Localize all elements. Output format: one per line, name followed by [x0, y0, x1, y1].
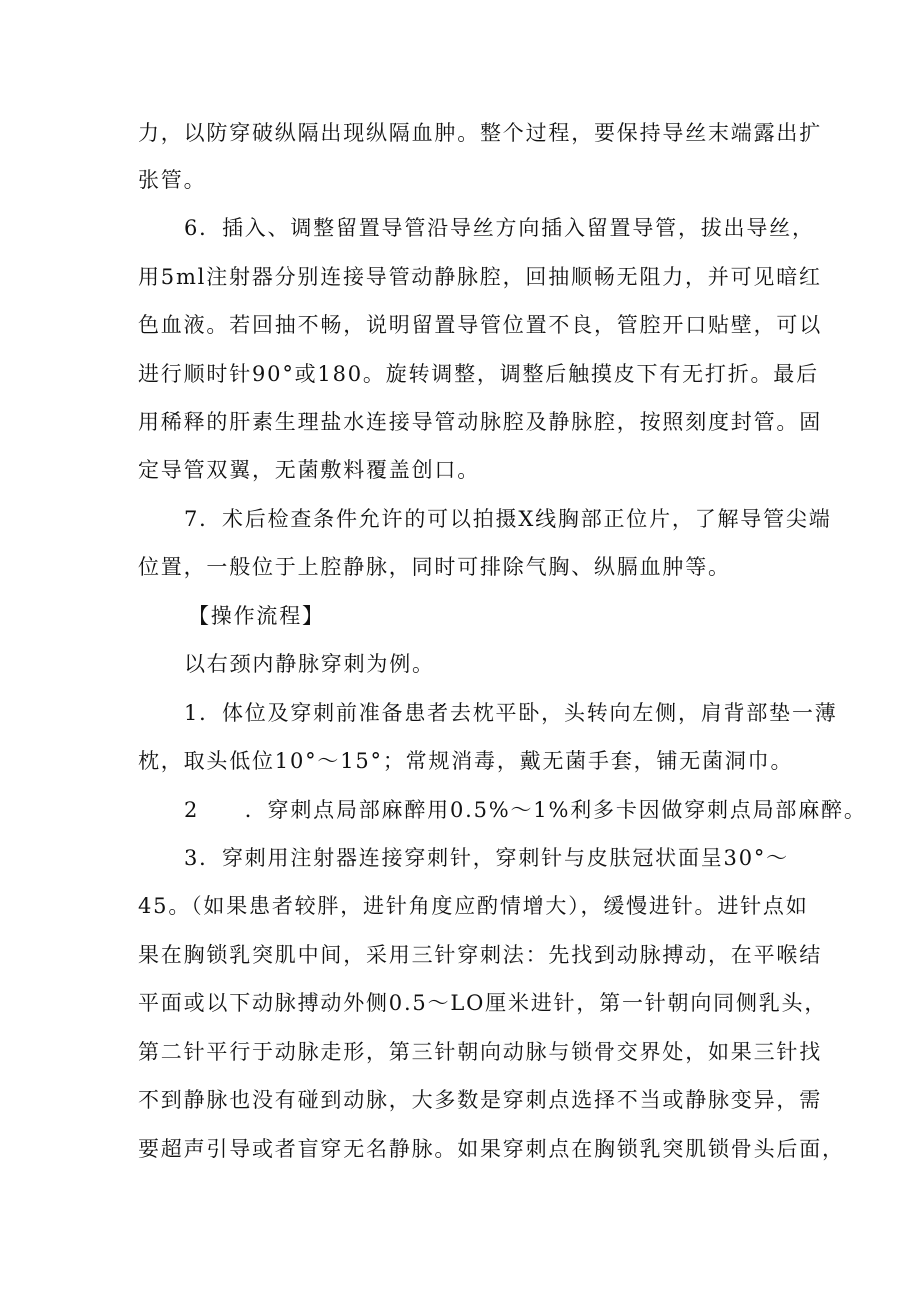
step-1-start: 1．体位及穿刺前准备患者去枕平卧，头转向左侧，肩背部垫一薄 [184, 701, 838, 725]
section-heading: 【操作流程】 [188, 604, 325, 628]
text-line: 用5ml注射器分别连接导管动静脉腔，回抽顺畅无阻力，并可见暗红 [138, 265, 822, 289]
text-line: 张管。 [138, 168, 207, 192]
text-line: 不到静脉也没有碰到动脉，大多数是穿刺点选择不当或静脉变异，需 [138, 1088, 822, 1112]
text-line: 进行顺时针90°或180。旋转调整，调整后触摸皮下有无打折。最后 [138, 362, 819, 386]
text-line: 位置，一般位于上腔静脉，同时可排除气胸、纵膈血肿等。 [138, 555, 731, 579]
paragraph-7-start: 7．术后检查条件允许的可以拍摄X线胸部正位片，了解导管尖端 [184, 507, 832, 531]
text-line: 45。（如果患者较胖，进针角度应酌情增大），缓慢进针。进针点如 [138, 894, 809, 918]
intro-line: 以右颈内静脉穿刺为例。 [184, 652, 435, 676]
text-line: 用稀释的肝素生理盐水连接导管动脉腔及静脉腔，按照刻度封管。固 [138, 410, 822, 434]
step-3-start: 3．穿刺用注射器连接穿刺针，穿刺针与皮肤冠状面呈30°～ [184, 846, 789, 870]
text-line: 果在胸锁乳突肌中间，采用三针穿刺法：先找到动脉搏动，在平喉结 [138, 943, 822, 967]
text-line: 力，以防穿破纵隔出现纵隔血肿。整个过程，要保持导丝末端露出扩 [138, 121, 822, 145]
text-line: 第二针平行于动脉走形，第三针朝向动脉与锁骨交界处，如果三针找 [138, 1040, 822, 1064]
text-line: 色血液。若回抽不畅，说明留置导管位置不良，管腔开口贴壁，可以 [138, 313, 822, 337]
step-2-line: 2 ．穿刺点局部麻醉用0.5%～1%利多卡因做穿刺点局部麻醉。 [184, 798, 867, 822]
text-line: 枕，取头低位10°～15°；常规消毒，戴无菌手套，铺无菌洞巾。 [138, 749, 794, 773]
paragraph-6-start: 6．插入、调整留置导管沿导丝方向插入留置导管，拔出导丝， [184, 216, 815, 240]
text-line: 平面或以下动脉搏动外侧0.5～LO厘米进针，第一针朝向同侧乳头， [138, 991, 828, 1015]
text-line: 定导管双翼，无菌敷料覆盖创口。 [138, 458, 480, 482]
text-line: 要超声引导或者盲穿无名静脉。如果穿刺点在胸锁乳突肌锁骨头后面， [138, 1137, 845, 1161]
